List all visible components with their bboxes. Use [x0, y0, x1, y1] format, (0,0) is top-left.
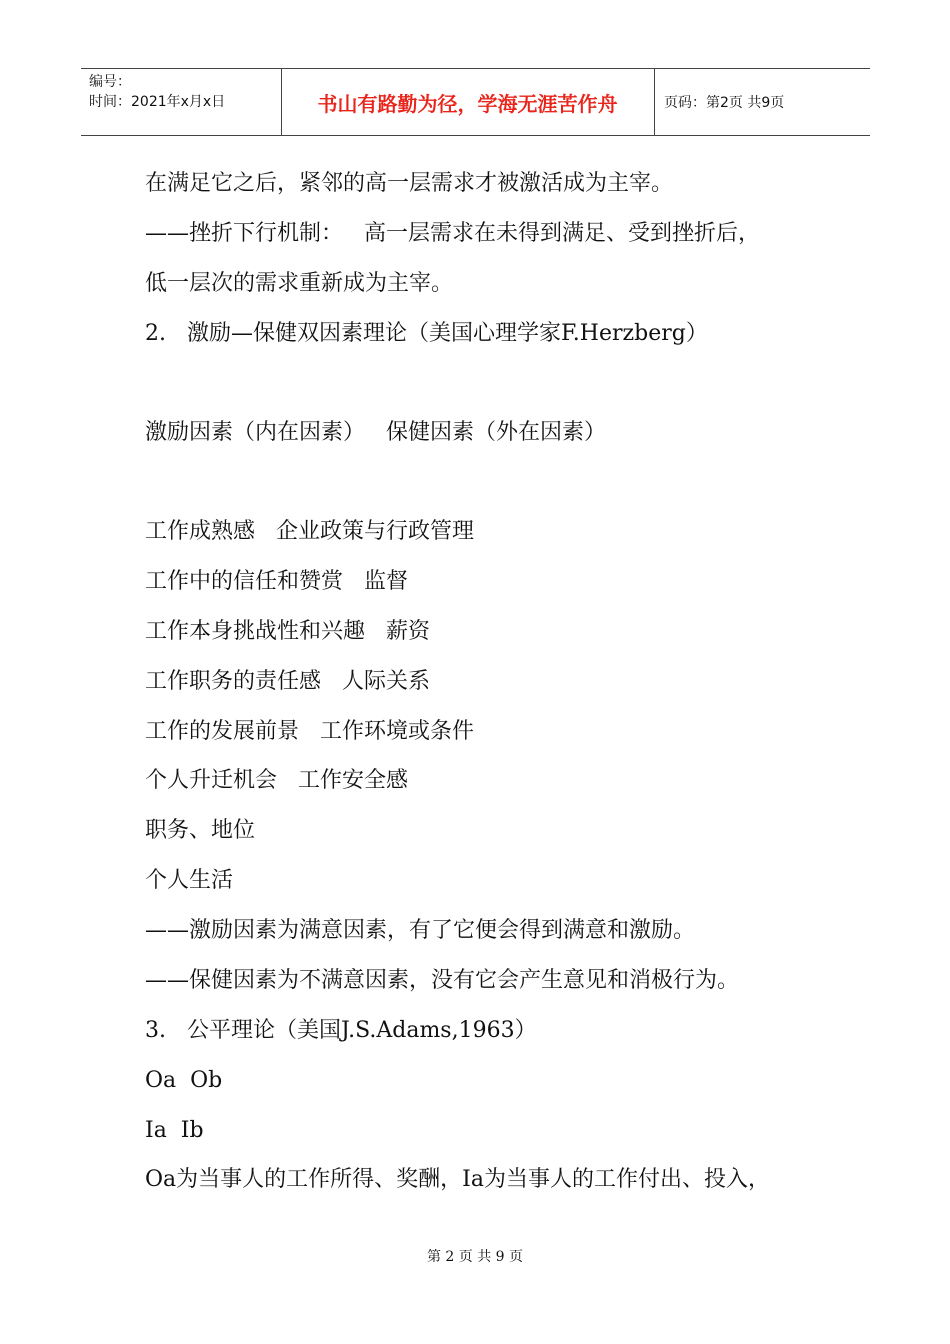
time-label: 时间：2021年x月x日 [89, 94, 226, 110]
page-footer: 第 2 页 共 9 页 [426, 1249, 524, 1265]
text-line: 个人升迁机会 工作安全感 [145, 768, 408, 793]
text-line: 3. 公平理论（美国J.S.Adams,1963） [145, 1018, 537, 1043]
text-line: ——激励因素为满意因素，有了它便会得到满意和激励。 [145, 918, 696, 943]
text-line: 工作中的信任和赞赏 监督 [145, 569, 408, 594]
header-motto: 书山有路勤为径，学海无涯苦作舟 [317, 91, 618, 116]
header-divider [654, 68, 655, 136]
text-line: ——挫折下行机制： 高一层需求在未得到满足、受到挫折后， [145, 221, 760, 246]
text-line: 低一层次的需求重新成为主宰。 [145, 271, 454, 296]
text-line: 职务、地位 [145, 818, 256, 843]
text-line: 在满足它之后，紧邻的高一层需求才被激活成为主宰。 [145, 171, 674, 196]
text-line: ——保健因素为不满意因素，没有它会产生意见和消极行为。 [145, 968, 740, 993]
text-line: 2. 激励—保健双因素理论（美国心理学家F.Herzberg） [145, 321, 708, 346]
header-meta [89, 72, 225, 112]
text-line: 工作的发展前景 工作环境或条件 [145, 719, 474, 744]
header-page-info: 页码：第2页 共9页 [664, 95, 785, 111]
page-header [81, 68, 870, 136]
text-line: 激励因素（内在因素） 保健因素（外在因素） [145, 420, 606, 445]
text-line: 个人生活 [145, 868, 234, 893]
text-line: Ia Ib [145, 1118, 204, 1143]
text-line: Oa为当事人的工作所得、奖酬，Ia为当事人的工作付出、投入， [145, 1167, 770, 1192]
text-line: 工作职务的责任感 人际关系 [145, 669, 430, 694]
text-line: 工作本身挑战性和兴趣 薪资 [145, 619, 430, 644]
text-line: Oa Ob [145, 1068, 223, 1093]
text-line: 工作成熟感 企业政策与行政管理 [145, 519, 474, 544]
number-label: 编号： [89, 74, 131, 90]
